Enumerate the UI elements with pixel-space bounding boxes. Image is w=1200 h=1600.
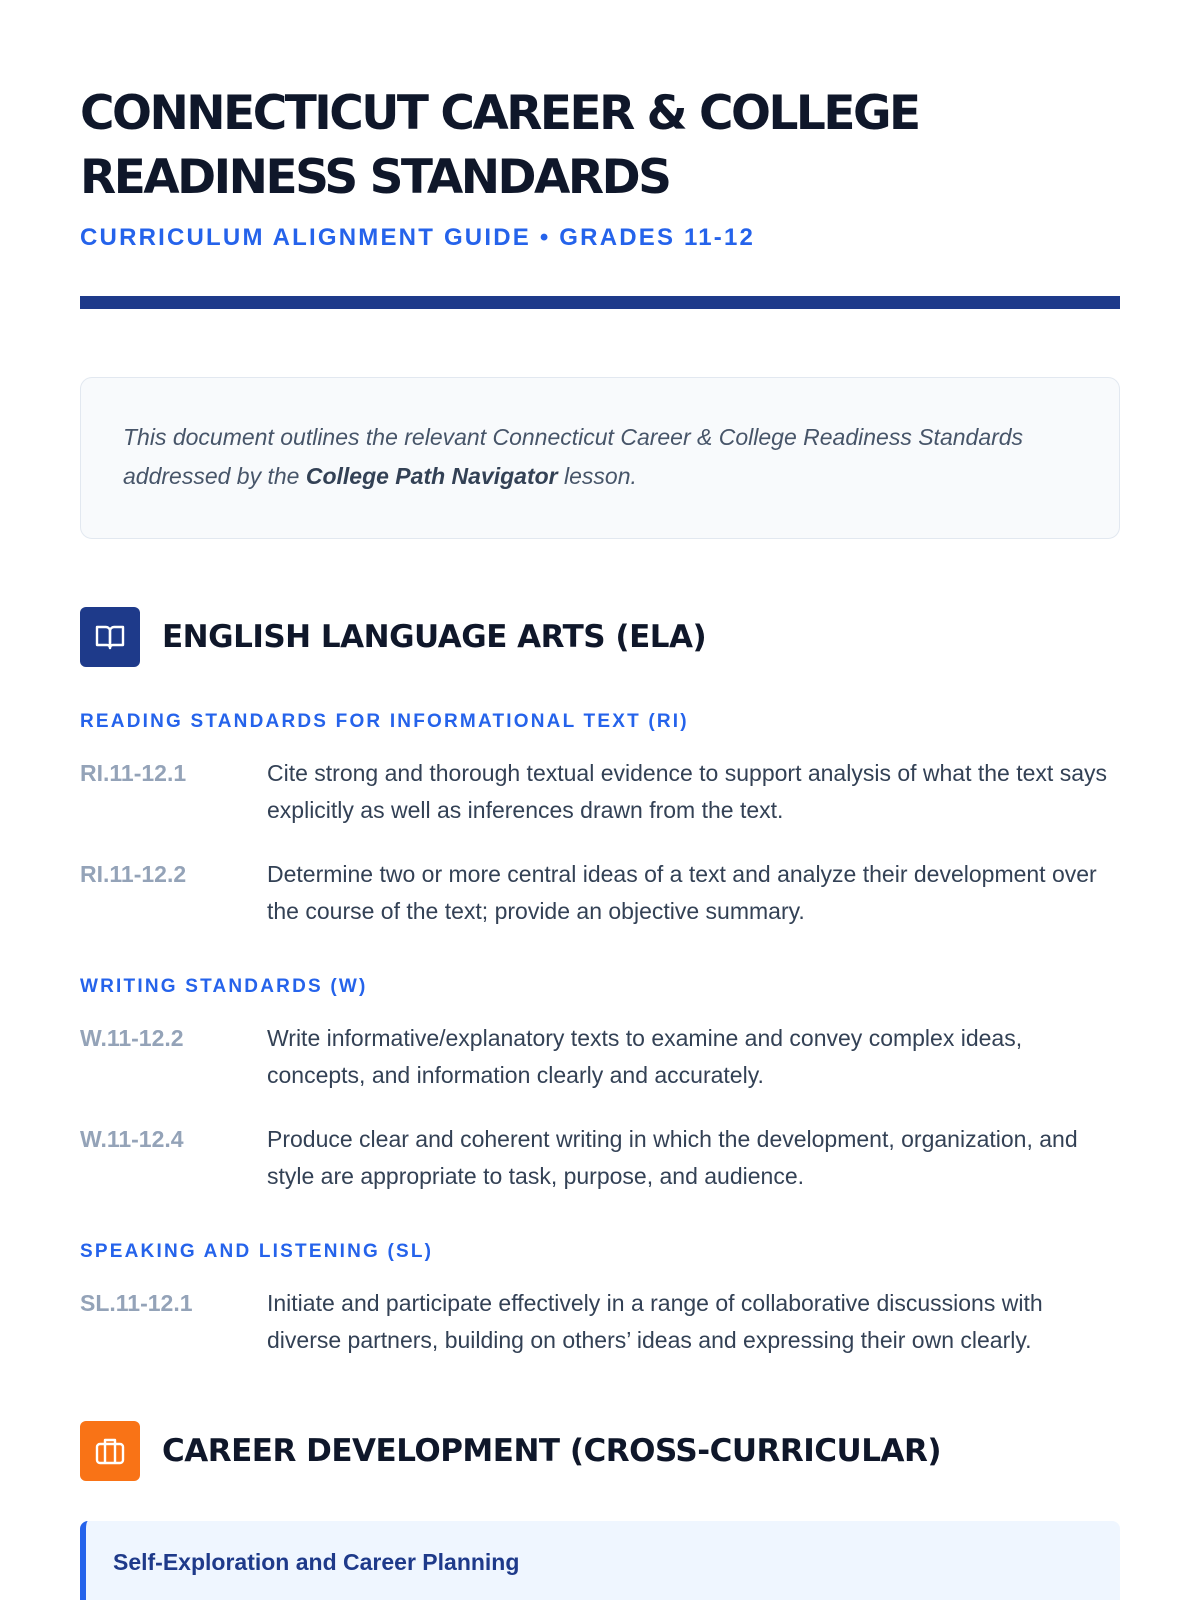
standards-category: READING STANDARDS FOR INFORMATIONAL TEXT (RI) (80, 711, 689, 732)
title-line-2: READINESS STANDARDS (80, 150, 670, 205)
standard-description: Produce clear and coherent writing in which the development, organization, and style are appropriate to task, purpose, and audience. (267, 1126, 1078, 1189)
standard-description: Cite strong and thorough textual evidence to support analysis of what the text says explicitly as well as inferences drawn from the text. (267, 760, 1107, 823)
standards-category: SPEAKING AND LISTENING (SL) (80, 1241, 434, 1262)
standard-code: RI.11-12.1 (80, 760, 187, 786)
intro-text: This document outlines the relevant Connecticut Career & College Readiness Standards addressed by the (123, 424, 1024, 489)
intro-text-end: lesson. (557, 463, 637, 489)
section-header-ela (80, 607, 1120, 667)
standard-description: Determine two or more central ideas of a text and analyze their development over the course of the text; provide an objective summary. (267, 861, 1097, 924)
section-header-career (80, 1421, 1120, 1481)
standard-description: Initiate and participate effectively in a range of collaborative discussions with diverse partners, building on others’ ideas and expressing their own clearly. (267, 1290, 1043, 1353)
title-line-1: CONNECTICUT CAREER & COLLEGE (80, 86, 919, 141)
standard-code: W.11-12.2 (80, 1025, 184, 1051)
intro-box (80, 377, 1120, 539)
section-title: ENGLISH LANGUAGE ARTS (ELA) (162, 619, 707, 655)
section-title: CAREER DEVELOPMENT (CROSS-CURRICULAR) (162, 1433, 942, 1469)
standard-row (80, 1121, 1120, 1195)
standard-row (80, 755, 1120, 829)
standard-row (80, 1285, 1120, 1359)
standard-code: W.11-12.4 (80, 1126, 184, 1152)
briefcase-icon (80, 1421, 140, 1481)
standard-description: Write informative/explanatory texts to examine and convey complex ideas, concepts, and information clearly and accurately. (267, 1025, 1023, 1088)
standard-row (80, 1020, 1120, 1094)
standard-code: RI.11-12.2 (80, 861, 187, 887)
card-title: Self-Exploration and Career Planning (113, 1549, 520, 1575)
career-card (80, 1521, 1120, 1600)
book-icon (80, 607, 140, 667)
standard-code: SL.11-12.1 (80, 1290, 193, 1316)
standards-category: WRITING STANDARDS (W) (80, 976, 368, 997)
divider (80, 296, 1120, 309)
page-subtitle: CURRICULUM ALIGNMENT GUIDE • GRADES 11-12 (80, 224, 756, 251)
lesson-name: College Path Navigator (305, 463, 558, 489)
page-title (80, 82, 1120, 210)
standard-row (80, 856, 1120, 930)
